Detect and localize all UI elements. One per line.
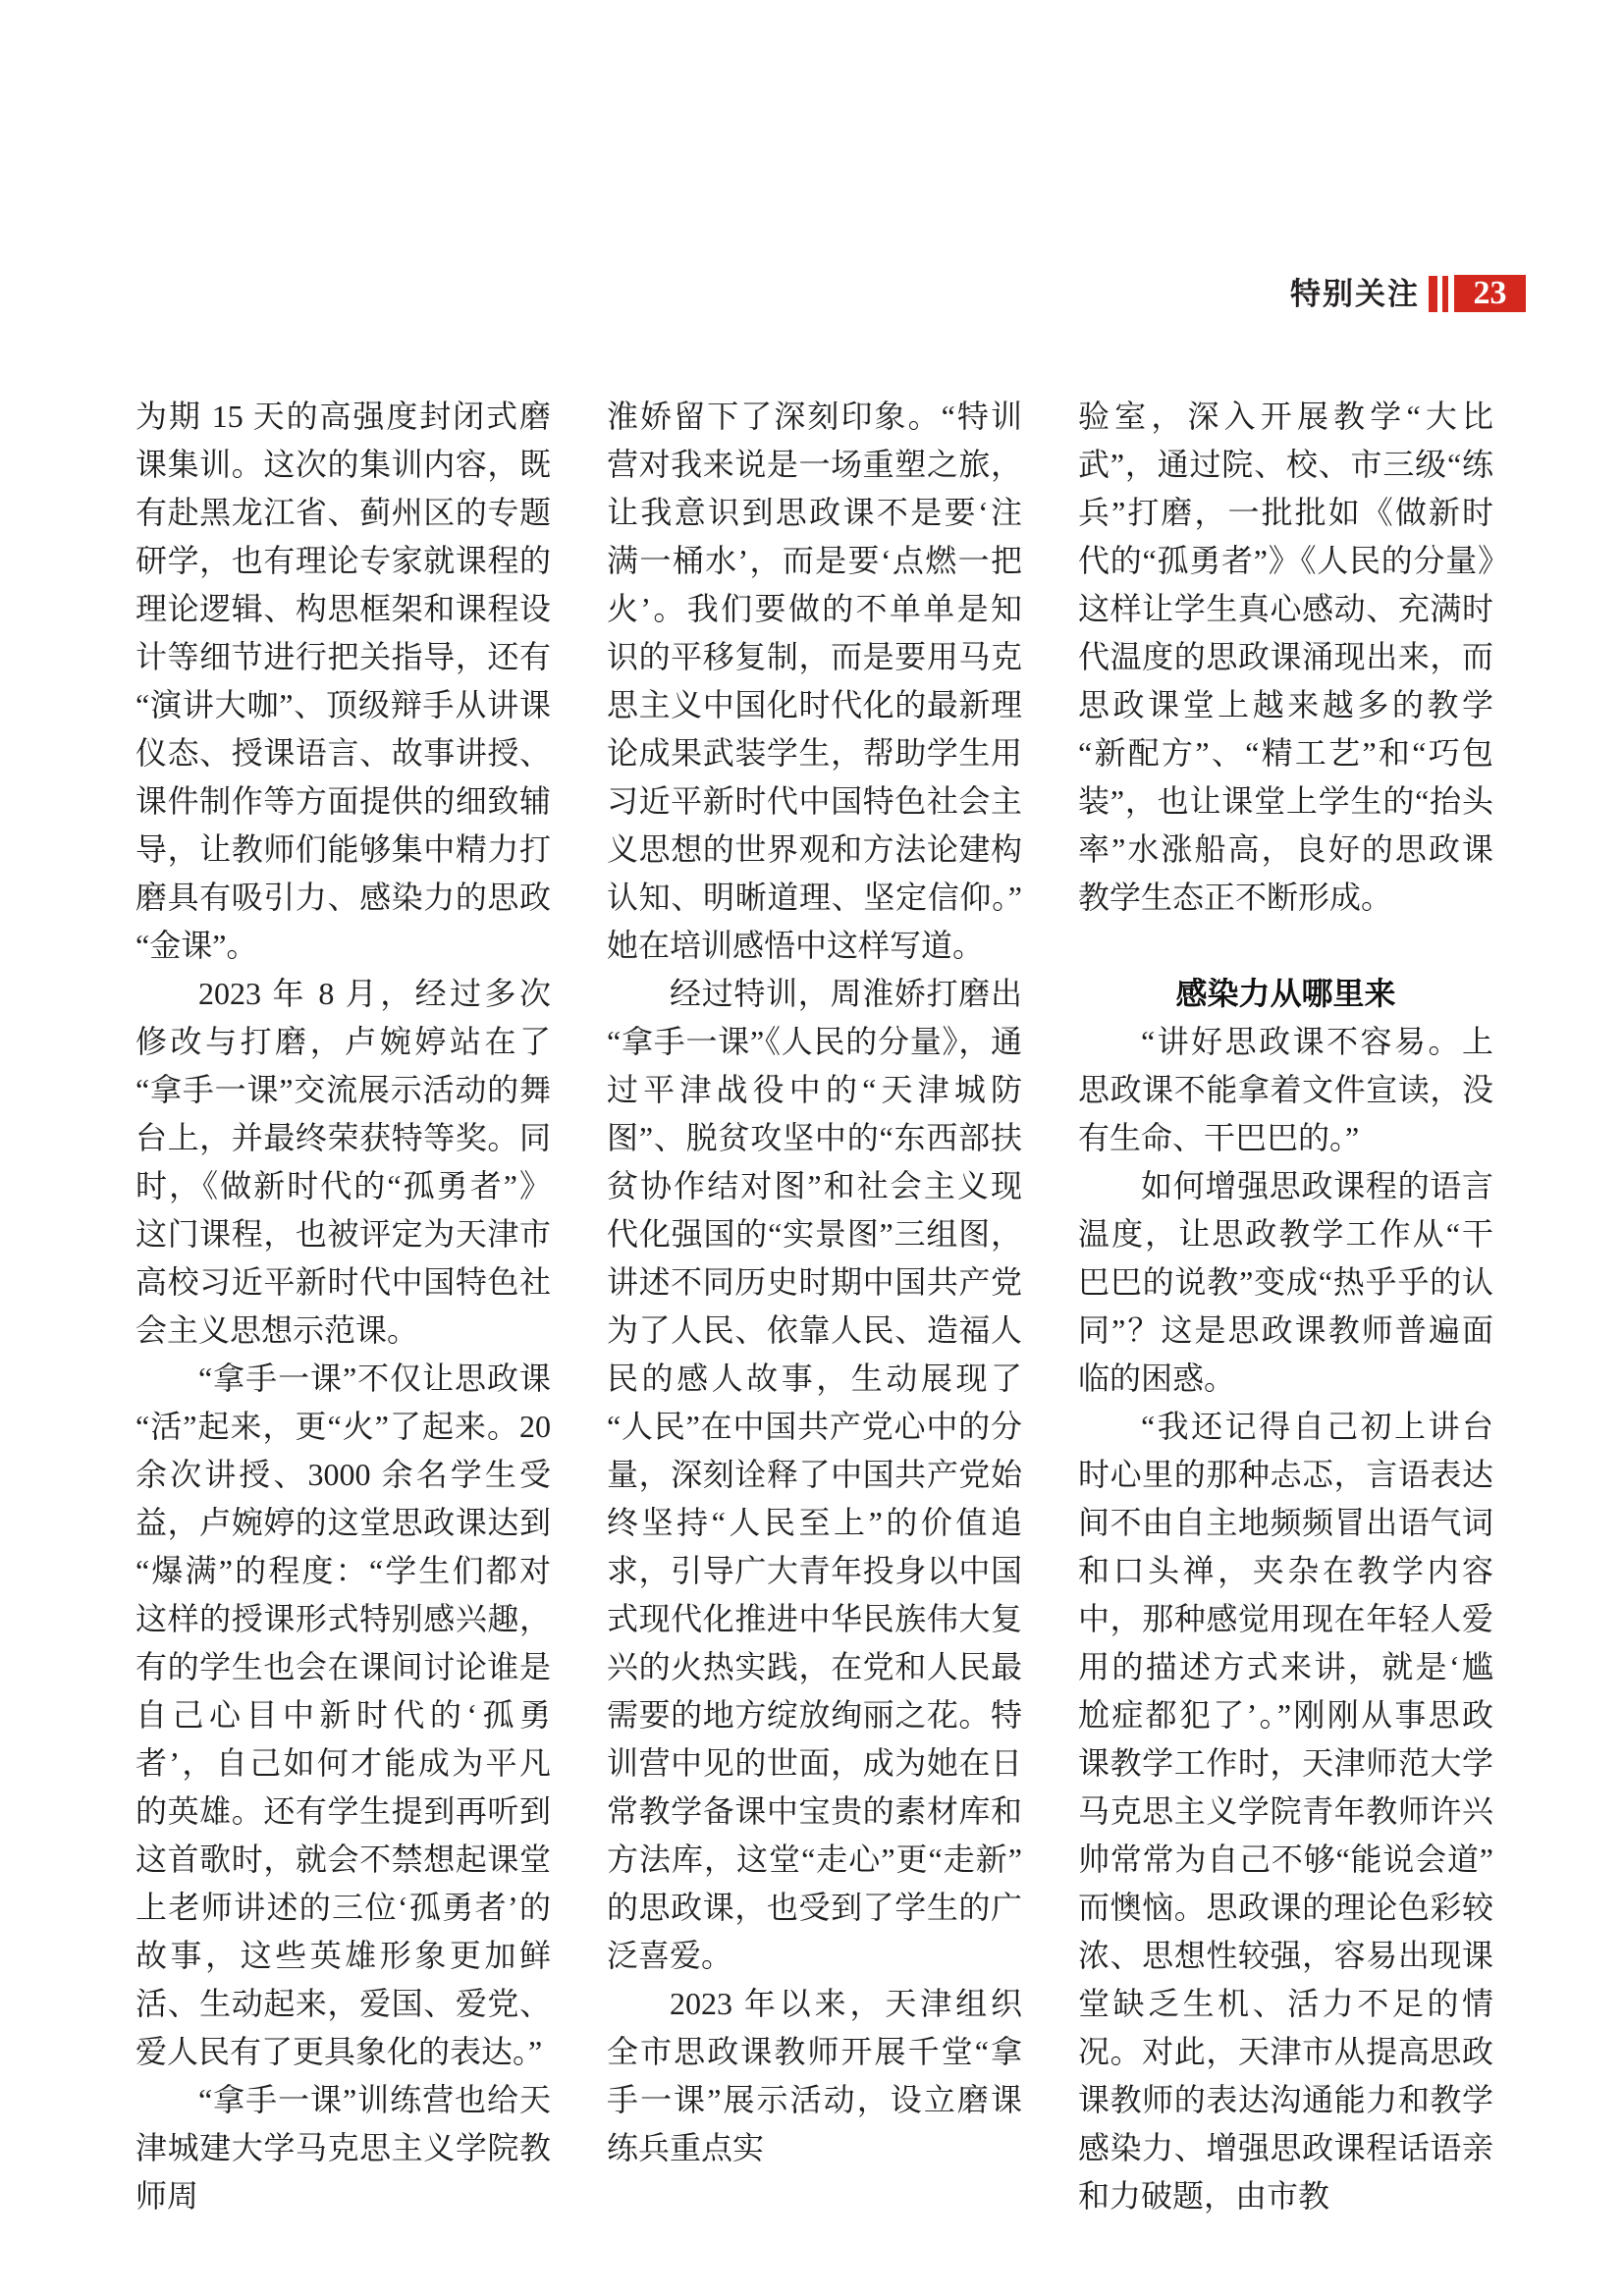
- paragraph: 如何增强思政课程的语言温度，让思政教学工作从“干巴巴的说教”变成“热乎乎的认同”？这是思政课教师普遍面临的困惑。: [1078, 1168, 1493, 1396]
- paragraph: 淮娇留下了深刻印象。“特训营对我来说是一场重塑之旅，让我意识到思政课不是要‘注满一桶水’，而是要‘点燃一把火’。我们要做的不单单是知识的平移复制，而是要用马克思主义中国化时代化的最新理论成果武装学生，帮助学生用习近平新时代中国特色社会主义思想的世界观和方法论建构认知、明晰道理、坚定信仰。”她在培训感悟中这样写道。: [607, 399, 1022, 963]
- paragraph: “拿手一课”训练营也给天津城建大学马克思主义学院教师周: [135, 2082, 551, 2214]
- header-accent-bar-thick: [1429, 276, 1437, 312]
- subsection-heading: 感染力从哪里来: [1175, 976, 1396, 1011]
- article-body: [135, 393, 1493, 2220]
- text-column-3: [1078, 393, 1493, 2220]
- header-accent-bar-thin: [1442, 276, 1448, 312]
- paragraph: 验室，深入开展教学“大比武”，通过院、校、市三级“练兵”打磨，一批批如《做新时代的“孤勇者”》《人民的分量》这样让学生真心感动、充满时代温度的思政课涌现出来，而思政课堂上越来越多的教学“新配方”、“精工艺”和“巧包装”，也让课堂上学生的“抬头率”水涨船高，良好的思政课教学生态正不断形成。: [1078, 399, 1493, 915]
- paragraph: 为期 15 天的高强度封闭式磨课集训。这次的集训内容，既有赴黑龙江省、蓟州区的专题研学，也有理论专家就课程的理论逻辑、构思框架和课程设计等细节进行把关指导，还有“演讲大咖”、顶级辩手从讲课仪态、授课语言、故事讲授、课件制作等方面提供的细致辅导，让教师们能够集中精力打磨具有吸引力、感染力的思政“金课”。: [135, 399, 551, 963]
- paragraph: 2023 年 8 月，经过多次修改与打磨，卢婉婷站在了“拿手一课”交流展示活动的舞台上，并最终荣获特等奖。同时，《做新时代的“孤勇者”》这门课程，也被评定为天津市高校习近平新时代中国特色社会主义思想示范课。: [135, 976, 551, 1348]
- text-column-1: [135, 393, 551, 2220]
- page-number-badge: [1454, 275, 1526, 312]
- paragraph: “讲好思政课不容易。上思政课不能拿着文件宣读，没有生命、干巴巴的。”: [1078, 1024, 1493, 1155]
- text-column-2: [607, 393, 1022, 2220]
- paragraph: “拿手一课”不仅让思政课“活”起来，更“火”了起来。20 余次讲授、3000 余名学生受益，卢婉婷的这堂思政课达到“爆满”的程度：“学生们都对这样的授课形式特别感兴趣，有的学生也会在课间讨论谁是自己心目中新时代的‘孤勇者’，自己如何才能成为平凡的英雄。还有学生提到再听到这首歌时，就会不禁想起课堂上老师讲述的三位‘孤勇者’的故事，这些英雄形象更加鲜活、生动起来，爱国、爱党、爱人民有了更具象化的表达。”: [135, 1361, 551, 2069]
- paragraph: “我还记得自己初上讲台时心里的那种忐忑，言语表达间不由自主地频频冒出语气词和口头禅，夹杂在教学内容中，那种感觉用现在年轻人爱用的描述方式来讲，就是‘尴尬症都犯了’。”刚刚从事思政课教学工作时，天津师范大学马克思主义学院青年教师许兴帅常常为自己不够“能说会道”而懊恼。思政课的理论色彩较浓、思想性较强，容易出现课堂缺乏生机、活力不足的情况。对此，天津市从提高思政课教师的表达沟通能力和教学感染力、增强思政课程话语亲和力破题，由市教: [1078, 1409, 1493, 2214]
- page-number: 23: [1473, 275, 1507, 311]
- paragraph: 2023 年以来，天津组织全市思政课教师开展千堂“拿手一课”展示活动，设立磨课练兵重点实: [607, 1986, 1022, 2165]
- page-header: [1290, 275, 1526, 312]
- section-title: 特别关注: [1290, 276, 1420, 311]
- paragraph: 经过特训，周淮娇打磨出“拿手一课”《人民的分量》，通过平津战役中的“天津城防图”、脱贫攻坚中的“东西部扶贫协作结对图”和社会主义现代化强国的“实景图”三组图，讲述不同历史时期中国共产党为了人民、依靠人民、造福人民的感人故事，生动展现了“人民”在中国共产党心中的分量，深刻诠释了中国共产党始终坚持“人民至上”的价值追求，引导广大青年投身以中国式现代化推进中华民族伟大复兴的火热实践，在党和人民最需要的地方绽放绚丽之花。特训营中见的世面，成为她在日常教学备课中宝贵的素材库和方法库，这堂“走心”更“走新”的思政课，也受到了学生的广泛喜爱。: [607, 976, 1022, 1973]
